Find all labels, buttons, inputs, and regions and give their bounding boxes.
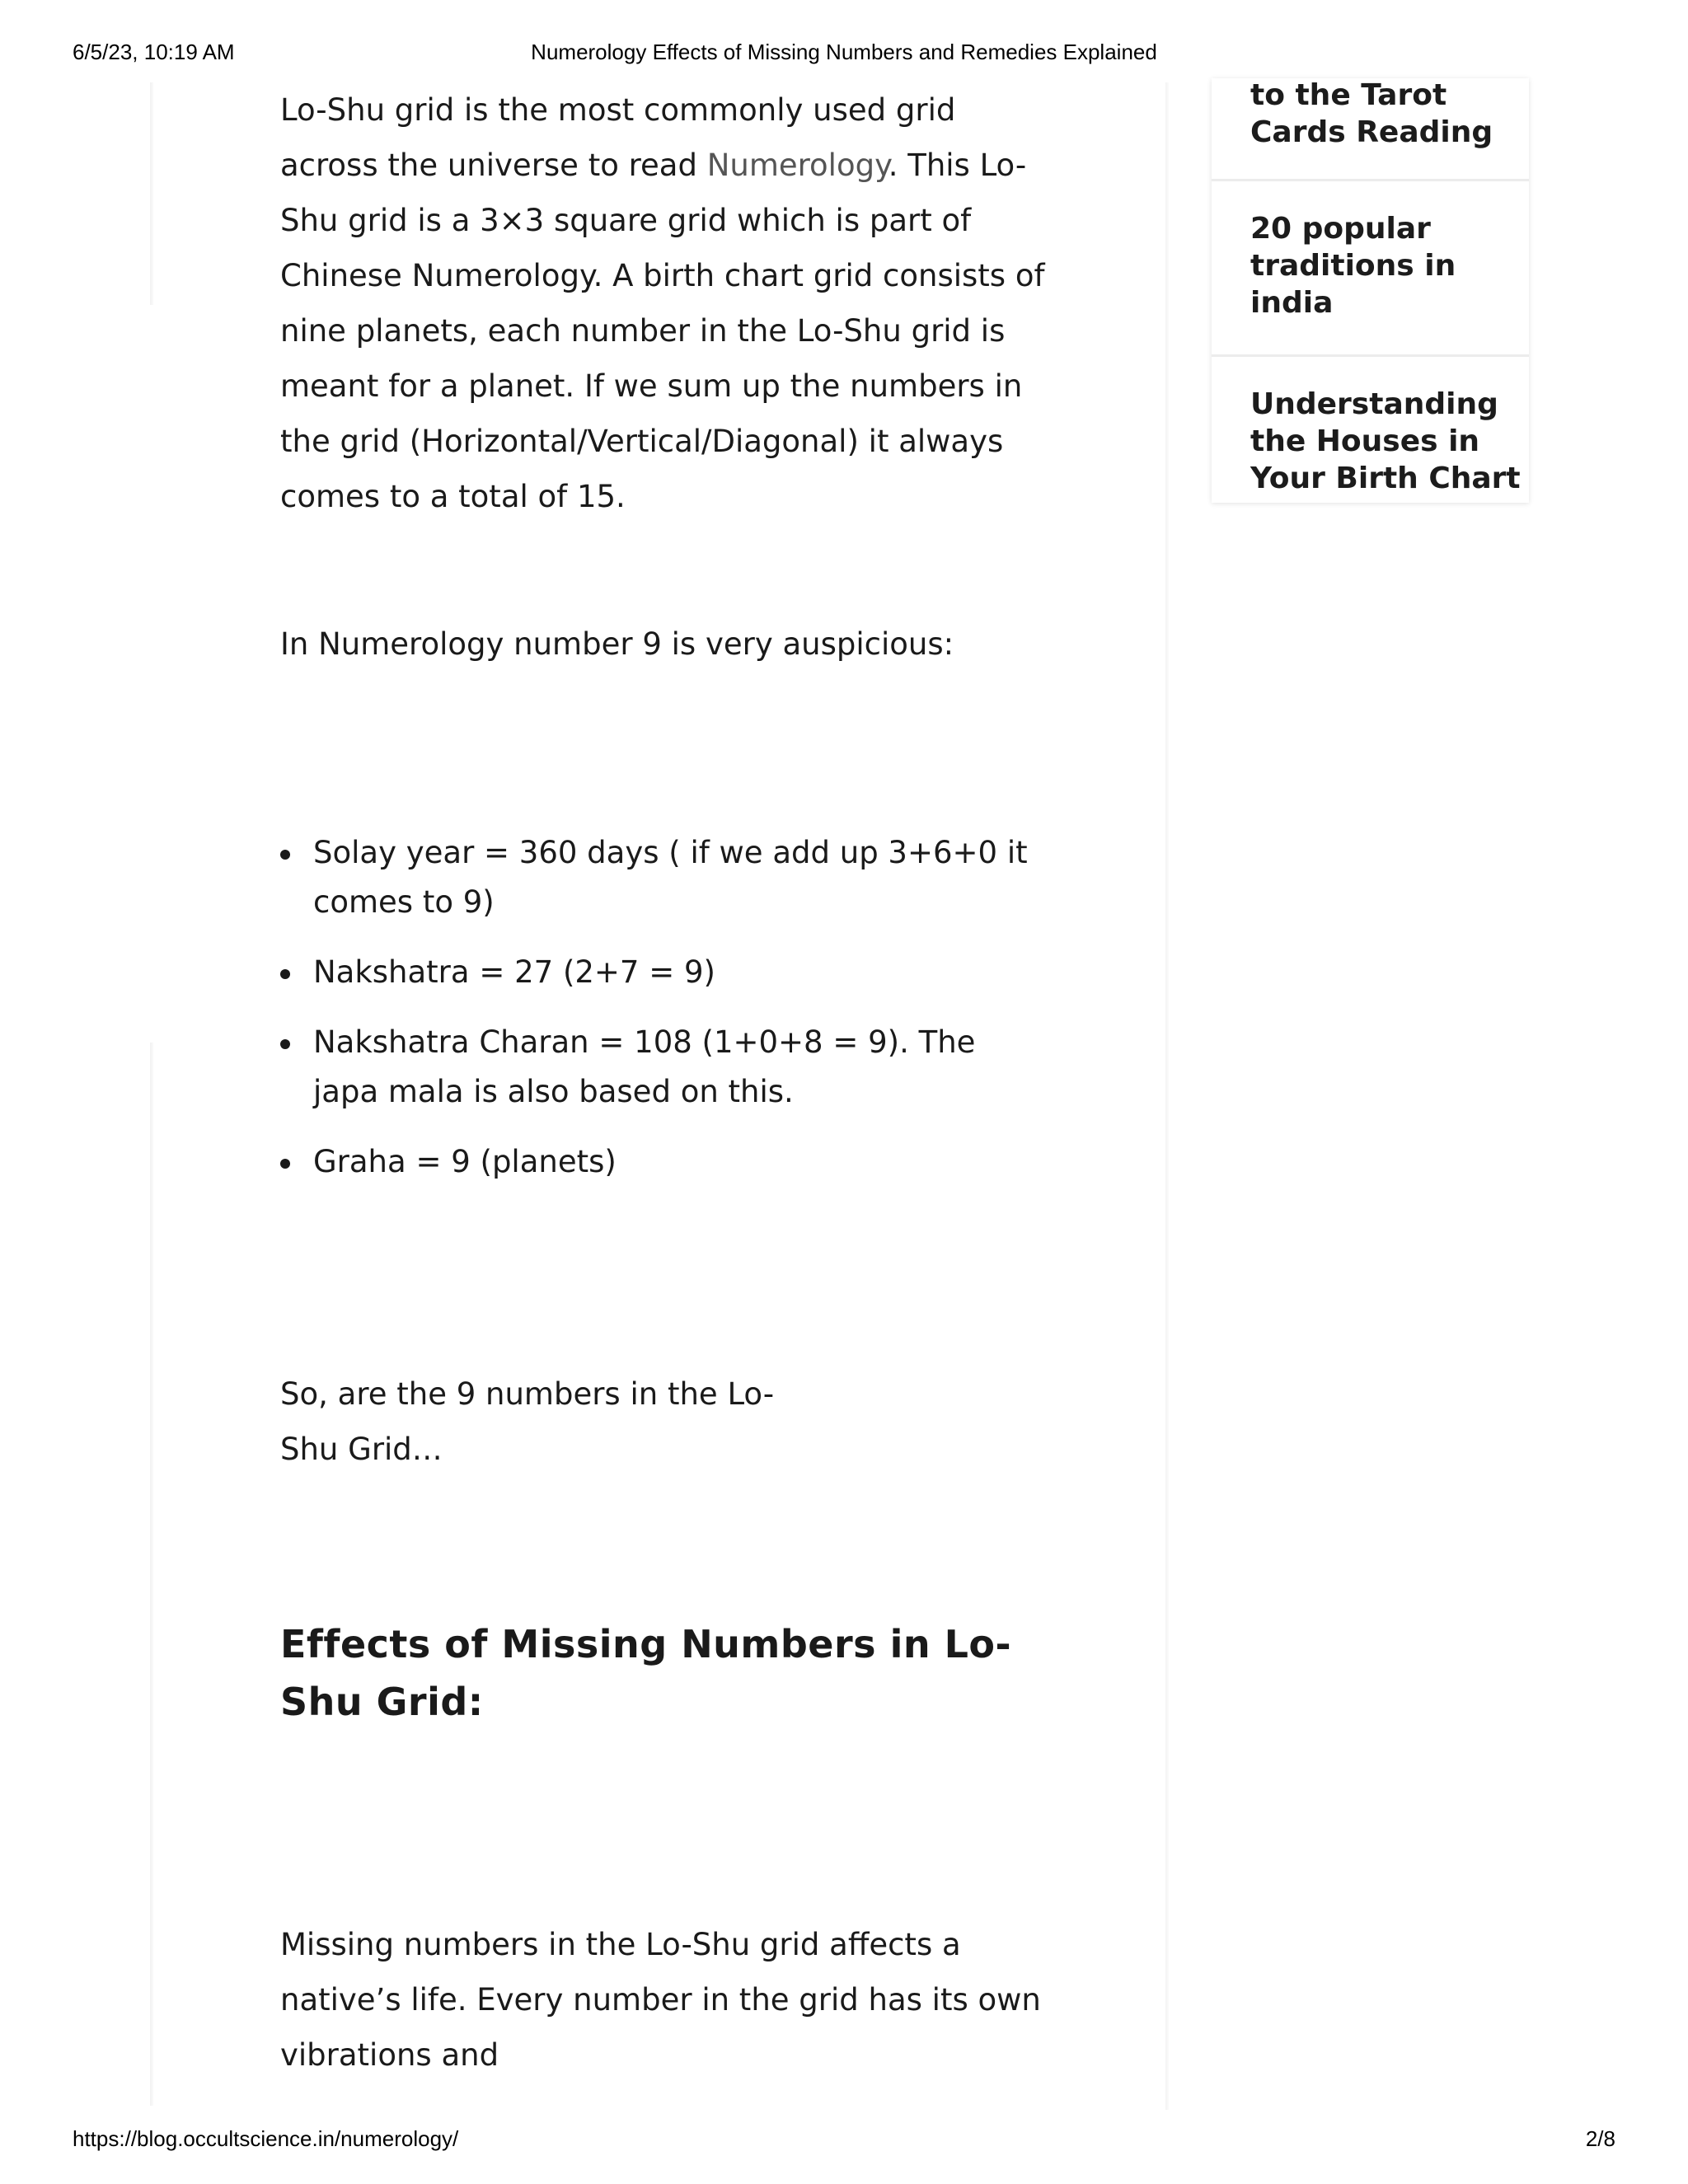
paragraph-lo-shu-question: So, are the 9 numbers in the Lo-Shu Grid… [280,1376,775,1467]
content-edge-shadow-top [150,82,153,305]
list-item: Nakshatra Charan = 108 (1+0+8 = 9). The japa mala is also based on this. [280,1018,1047,1117]
print-footer [0,2126,1688,2154]
list-item: Nakshatra = 27 (2+7 = 9) [280,948,1047,997]
sidebar-item-birth-chart-houses[interactable] [1212,359,1529,503]
print-datetime: 6/5/23, 10:19 AM [73,40,235,64]
sidebar-item-label: to the Tarot Cards Reading [1250,78,1493,149]
print-header [0,40,1688,68]
paragraph-missing-numbers: Missing numbers in the Lo-Shu grid affects a native’s life. Every number in the grid has its own vibrations and [280,1927,1041,2073]
print-page-number: 2/8 [1585,2126,1615,2151]
sidebar-item-label: Understanding the Houses in Your Birth Chart [1250,387,1521,495]
section-heading-missing-numbers: Effects of Missing Numbers in Lo-Shu Grid: [280,1622,1012,1724]
list-item: Solay year = 360 days ( if we add up 3+6+0 it comes to 9) [280,828,1047,927]
list-item: Graha = 9 (planets) [280,1137,1047,1187]
print-page-title: Numerology Effects of Missing Numbers and Remedies Explained [531,40,1157,64]
auspicious-nine-list [280,828,1047,1207]
related-posts-sidebar [1212,78,1529,503]
paragraph-number-nine: In Numerology number 9 is very auspicious: [280,626,954,662]
paragraph-text: Lo-Shu grid is the most commonly used grid across the universe to read [280,92,956,183]
sidebar-item-traditions[interactable] [1212,184,1529,357]
content-edge-shadow-bottom [150,1043,153,2106]
sidebar-item-tarot[interactable] [1212,78,1529,181]
sidebar-item-label: 20 popular traditions in india [1250,212,1456,320]
numerology-link[interactable]: Numerology [706,148,889,183]
paragraph-lo-shu-intro [280,82,1047,524]
content-edge-shadow-right [1165,82,1169,2110]
paragraph-text: . This Lo-Shu grid is a 3×3 square grid which is part of Chinese Numerology. A birth chart grid consists of nine planets, each number in the Lo-Shu grid is meant for a planet. If we sum up the numbers in the grid (Horizontal/Vertical/Diagonal) it always comes to a total of 15. [280,148,1045,514]
print-url: https://blog.occultscience.in/numerology/ [73,2126,459,2151]
